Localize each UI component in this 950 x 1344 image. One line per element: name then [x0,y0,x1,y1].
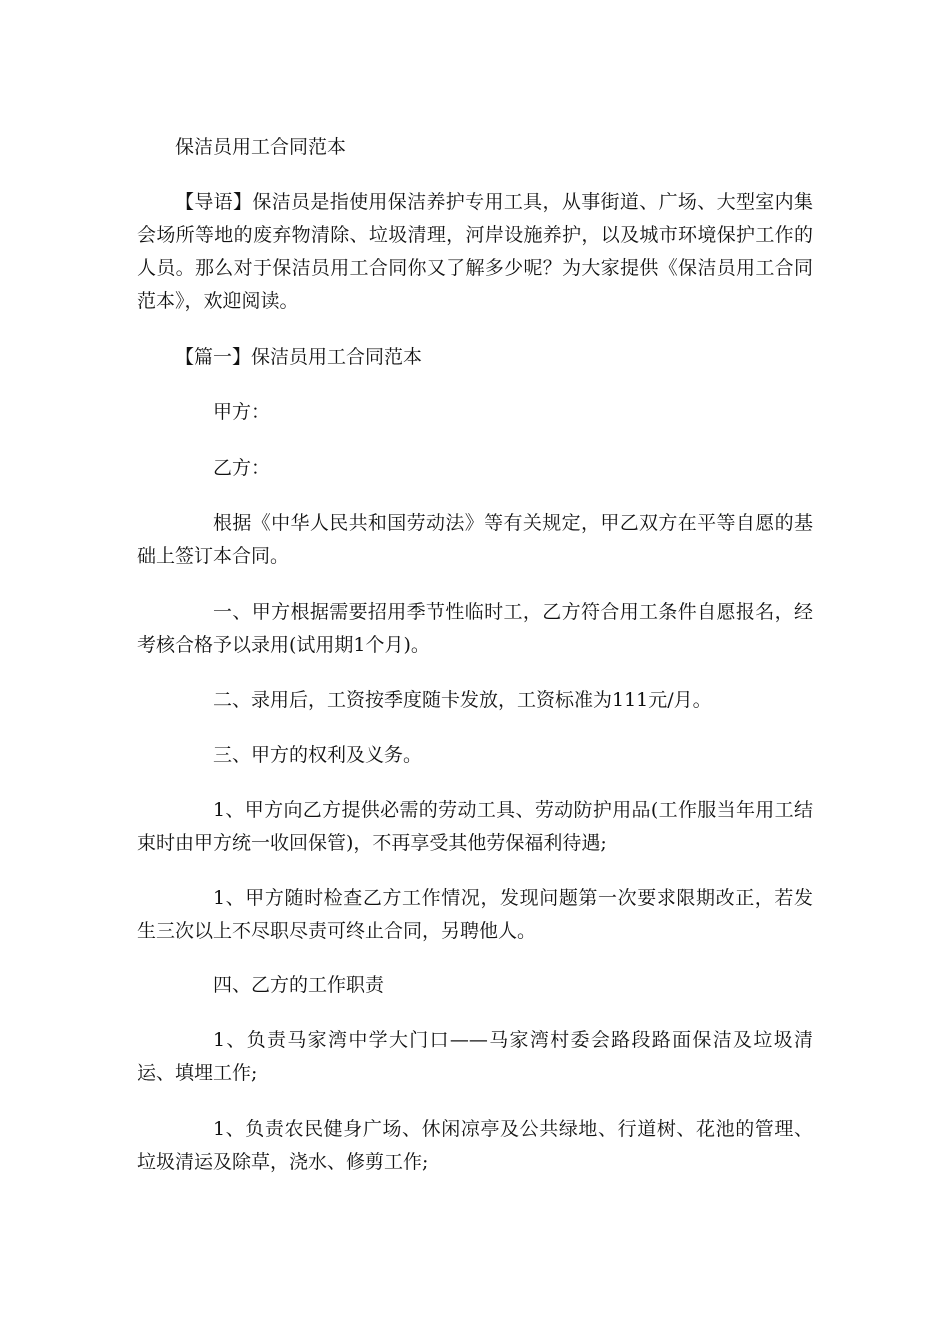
intro-paragraph: 【导语】保洁员是指使用保洁养护专用工具，从事街道、广场、大型室内集会场所等地的废弃物清除、垃圾清理，河岸设施养护，以及城市环境保护工作的人员。那么对于保洁员用工合同你又了解多少呢？为大家提供《保洁员用工合同范本》，欢迎阅读。 [137,191,813,312]
party-b-line: 乙方： [213,457,271,479]
paragraph-clause-3-item-2: 1、甲方随时检查乙方工作情况，发现问题第一次要求限期改正，若发生三次以上不尽职尽责可终止合同，另聘他人。 [137,887,813,942]
paragraph-clause-3-item-1: 1、甲方向乙方提供必需的劳动工具、劳动防护用品(工作服当年用工结束时由甲方统一收回保管)，不再享受其他劳保福利待遇; [137,799,813,854]
document-title: 保洁员用工合同范本 [175,136,347,158]
section-heading: 【篇一】保洁员用工合同范本 [175,346,423,368]
paragraph-clause-2: 二、录用后，工资按季度随卡发放，工资标准为111元/月。 [213,689,712,711]
party-a-line: 甲方： [213,401,271,423]
paragraph-clause-3: 三、甲方的权利及义务。 [213,744,423,766]
paragraph-clause-4-item-1: 1、负责马家湾中学大门口——马家湾村委会路段路面保洁及垃圾清运、填埋工作; [137,1029,813,1084]
paragraph-clause-4-item-2: 1、负责农民健身广场、休闲凉亭及公共绿地、行道树、花池的管理、垃圾清运及除草，浇水、修剪工作; [137,1118,813,1173]
paragraph-basis: 根据《中华人民共和国劳动法》等有关规定，甲乙双方在平等自愿的基础上签订本合同。 [137,512,813,567]
paragraph-clause-1: 一、甲方根据需要招用季节性临时工，乙方符合用工条件自愿报名，经考核合格予以录用(试用期1个月)。 [137,601,813,656]
paragraph-clause-4: 四、乙方的工作职责 [213,974,385,996]
